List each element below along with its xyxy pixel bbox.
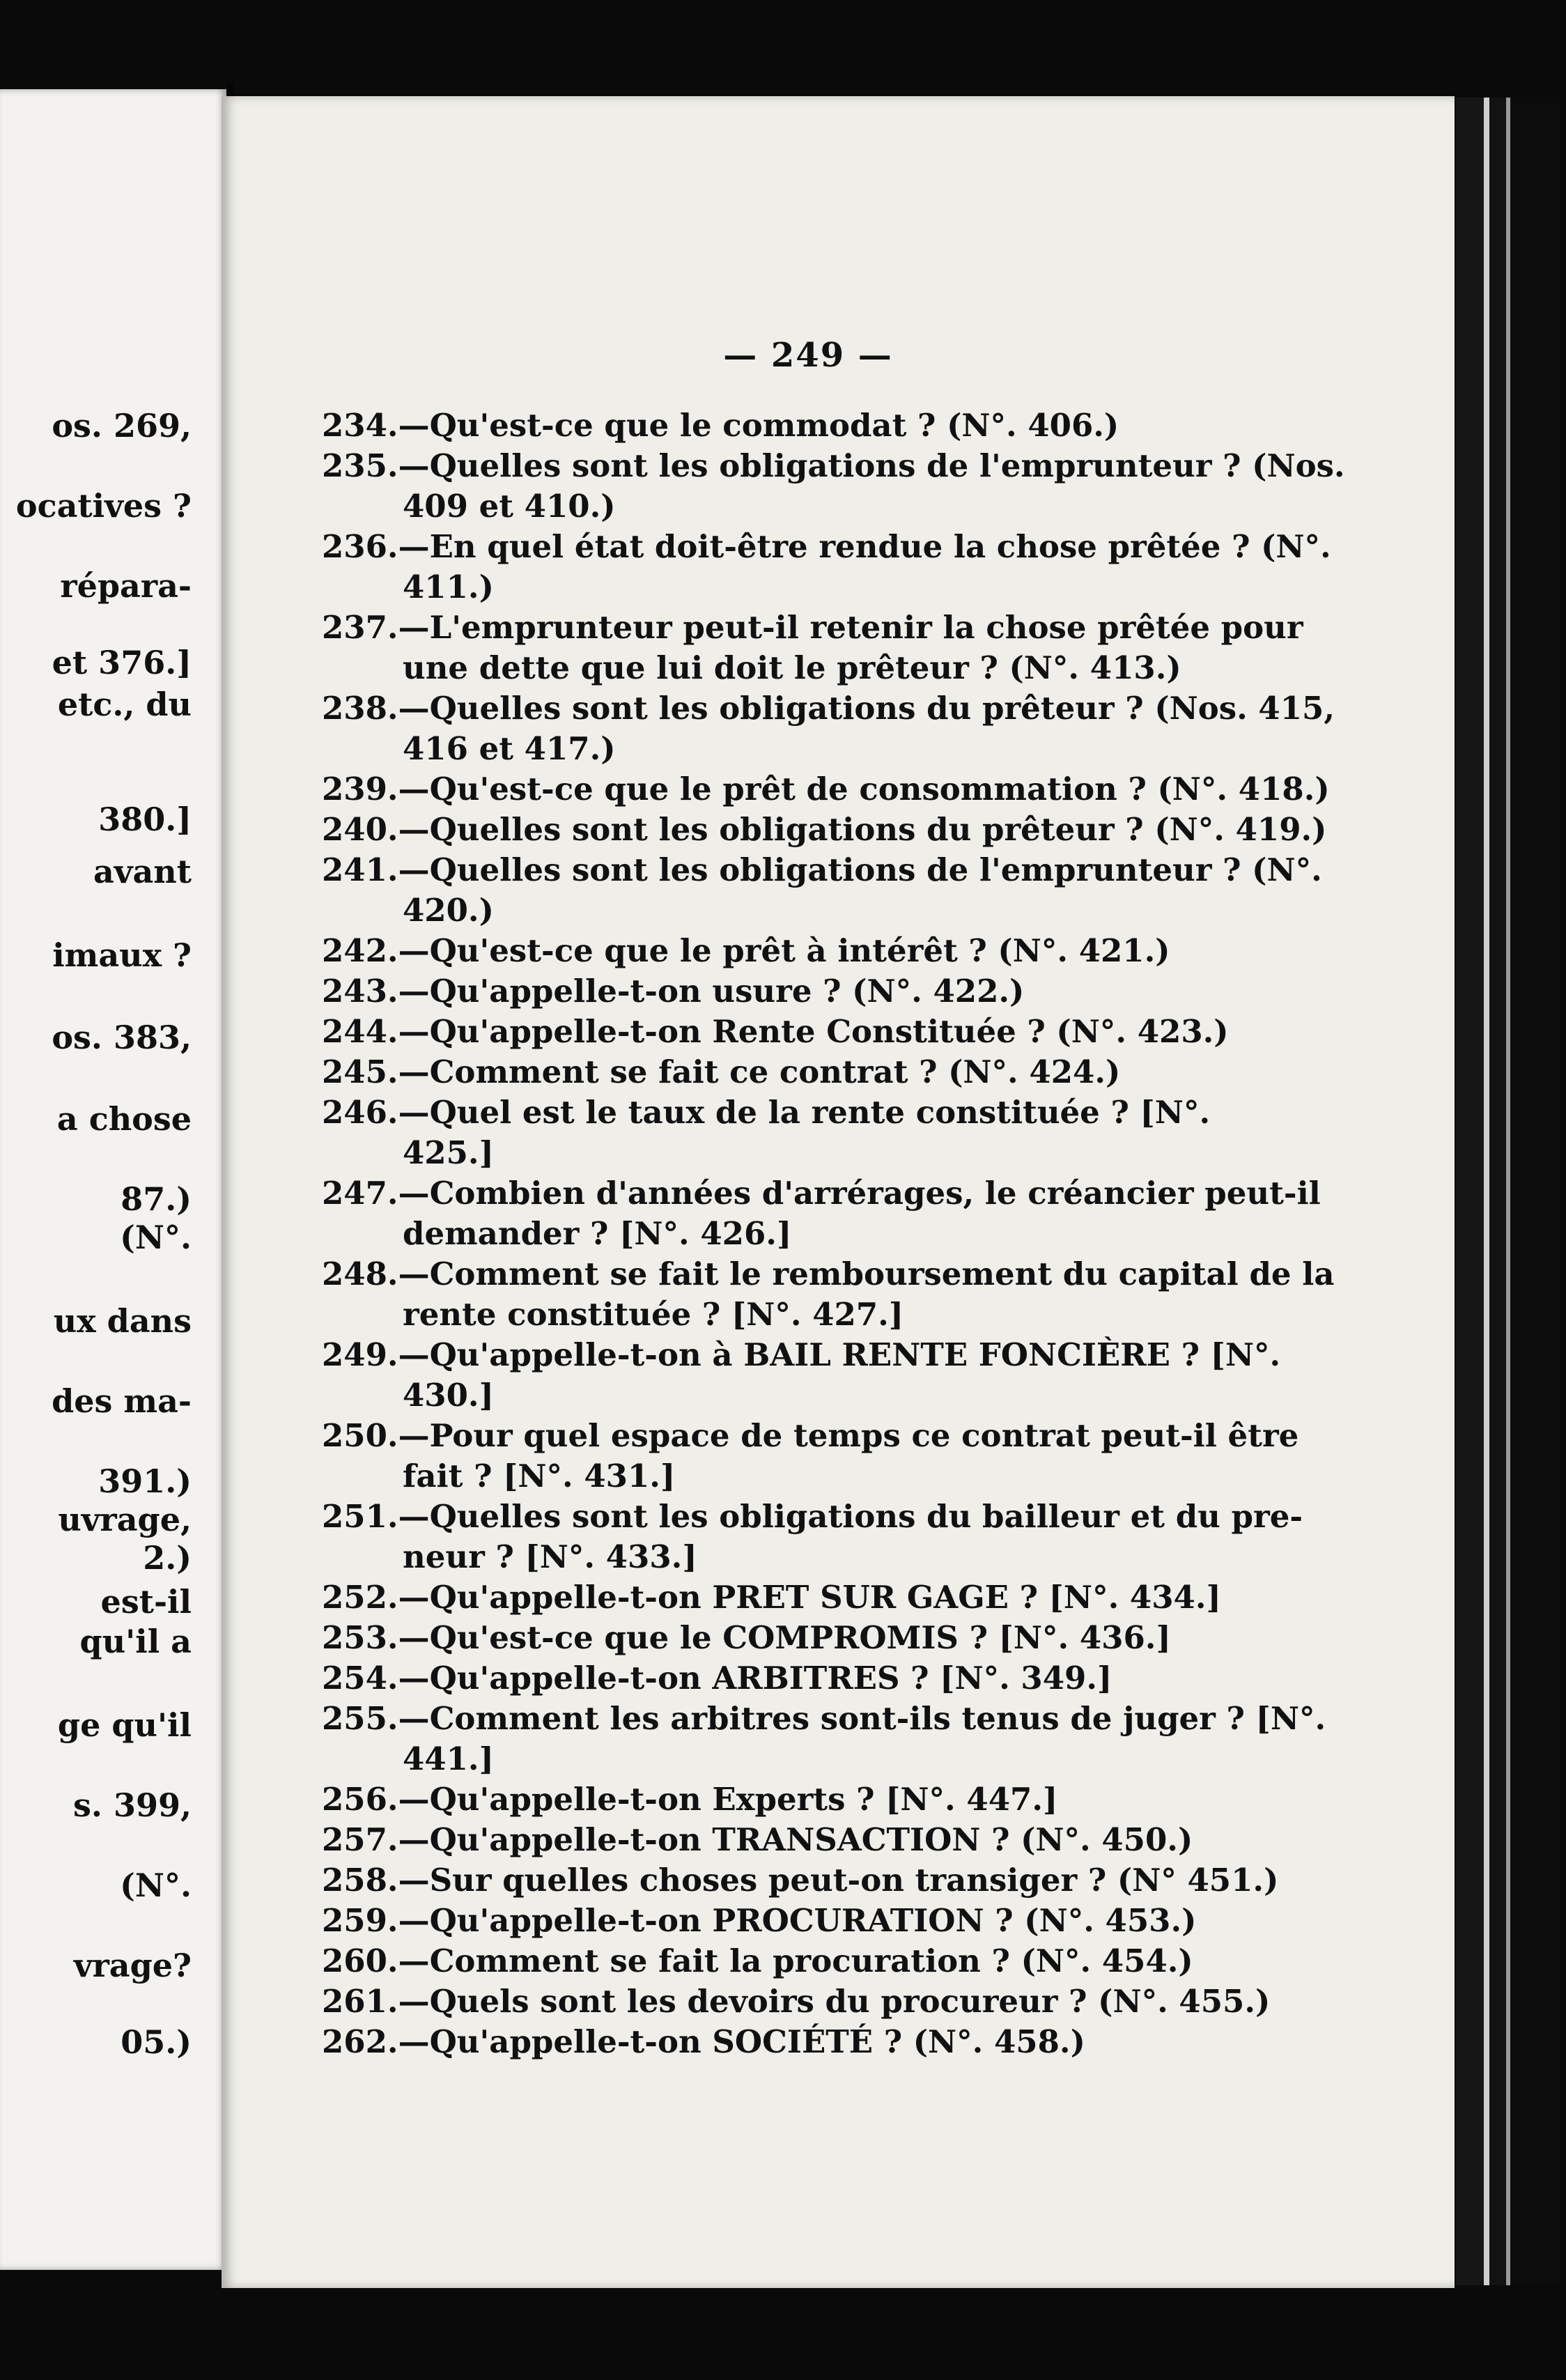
question-number: 237.: [322, 609, 398, 646]
question-text: —Quelles sont les obligations du prêteur ? (Nos. 415,: [398, 690, 1335, 727]
question-text: —Quelles sont les obligations de l'emprunteur ? (N°.: [398, 851, 1322, 888]
question-entry: [322, 1700, 1326, 1737]
left-line: 380.]: [98, 801, 192, 838]
question-number: 247.: [322, 1175, 398, 1212]
question-entry: [322, 690, 1335, 727]
question-continuation: 441.]: [403, 1740, 494, 1777]
question-continuation: 430.]: [403, 1377, 494, 1414]
left-line: uvrage,: [58, 1501, 192, 1538]
question-text: —Combien d'années d'arrérages, le créancier peut-il: [398, 1175, 1321, 1212]
question-entry: [322, 1821, 1325, 1858]
question-text: —Quelles sont les obligations du prêteur ? (N°. 419.): [398, 811, 1327, 848]
page-edge: [1484, 98, 1489, 2285]
left-line: (N°.: [120, 1867, 192, 1904]
question-continuation: 416 et 417.): [403, 730, 616, 767]
question-text: —Qu'appelle-t-on Experts ? [N°. 447.]: [398, 1781, 1058, 1818]
question-text: —Qu'est-ce que le prêt à intérêt ? (N°. 421.): [398, 932, 1170, 969]
question-number: 260.: [322, 1942, 398, 1979]
question-number: 249.: [322, 1336, 398, 1373]
question-continuation: rente constituée ? [N°. 427.]: [403, 1296, 904, 1333]
question-entry: [322, 771, 1330, 808]
question-entry: [322, 407, 1325, 444]
left-page: [0, 89, 226, 2270]
question-number: 246.: [322, 1094, 398, 1131]
question-entry: [322, 2023, 1325, 2060]
page-edge: [1456, 98, 1484, 2285]
question-entry: [322, 447, 1345, 484]
question-entry: [322, 1660, 1325, 1697]
left-line: 391.): [98, 1462, 192, 1500]
question-entry: [322, 1498, 1325, 1535]
question-text: —Comment se fait ce contrat ? (N°. 424.): [398, 1053, 1121, 1090]
question-entry: [322, 973, 1325, 1010]
question-entry: [322, 1053, 1325, 1090]
question-text: —Qu'est-ce que le commodat ? (N°. 406.): [398, 407, 1119, 444]
question-number: 258.: [322, 1862, 398, 1899]
question-entry: [322, 528, 1331, 565]
question-number: 242.: [322, 932, 398, 969]
page-edge: [1489, 98, 1506, 2285]
question-number: 235.: [322, 447, 398, 484]
question-text: —Qu'est-ce que le COMPROMIS ? [N°. 436.]: [398, 1619, 1171, 1656]
left-line: 87.): [121, 1180, 192, 1218]
question-number: 239.: [322, 771, 398, 808]
question-entry: [322, 1781, 1325, 1818]
left-line: avant: [93, 853, 192, 890]
question-text: —Quelles sont les obligations de l'emprunteur ? (Nos.: [398, 447, 1345, 484]
question-text: —Qu'appelle-t-on à BAIL RENTE FONCIÈRE ? [N°.: [398, 1336, 1281, 1373]
question-number: 236.: [322, 528, 398, 565]
question-entry: [322, 1417, 1325, 1454]
question-entry: [322, 1255, 1335, 1292]
question-number: 245.: [322, 1053, 398, 1090]
question-entry: [322, 1094, 1325, 1131]
question-text: —En quel état doit-être rendue la chose prêtée ? (N°.: [398, 528, 1331, 565]
question-entry: [322, 1175, 1325, 1212]
left-line: est-il: [100, 1583, 192, 1621]
question-number: 234.: [322, 407, 398, 444]
left-line: os. 383,: [52, 1019, 192, 1056]
question-entry: [322, 811, 1327, 848]
question-number: 259.: [322, 1902, 398, 1939]
left-line: os. 269,: [52, 407, 192, 445]
question-text: —Qu'appelle-t-on Rente Constituée ? (N°. 423.): [398, 1013, 1229, 1050]
question-number: 254.: [322, 1660, 398, 1697]
question-entry: [322, 1013, 1325, 1050]
left-line: ge qu'il: [57, 1706, 192, 1744]
question-text: —Pour quel espace de temps ce contrat peut-il être: [398, 1417, 1299, 1454]
question-text: —Qu'est-ce que le prêt de consommation ? (N°. 418.): [398, 771, 1330, 808]
question-number: 252.: [322, 1579, 398, 1616]
question-entry: [322, 932, 1325, 969]
question-number: 241.: [322, 851, 398, 888]
question-number: 250.: [322, 1417, 398, 1454]
page-number: — 249 —: [723, 336, 893, 375]
question-number: 238.: [322, 690, 398, 727]
question-text: —Comment les arbitres sont-ils tenus de juger ? [N°.: [398, 1700, 1326, 1737]
question-text: —Qu'appelle-t-on PROCURATION ? (N°. 453.): [398, 1902, 1197, 1939]
question-number: 253.: [322, 1619, 398, 1656]
left-line: (N°.: [120, 1219, 192, 1256]
question-text: —Quel est le taux de la rente constituée ? [N°.: [398, 1094, 1211, 1131]
question-text: —L'emprunteur peut-il retenir la chose prêtée pour: [398, 609, 1303, 646]
left-line: s. 399,: [73, 1786, 192, 1824]
question-text: —Qu'appelle-t-on usure ? (N°. 422.): [398, 973, 1025, 1010]
question-text: —Qu'appelle-t-on SOCIÉTÉ ? (N°. 458.): [398, 2023, 1085, 2060]
question-text: —Qu'appelle-t-on ARBITRES ? [N°. 349.]: [398, 1660, 1113, 1697]
question-continuation: une dette que lui doit le prêteur ? (N°. 413.): [403, 649, 1181, 686]
page-edge: [1510, 98, 1559, 2285]
question-text: —Qu'appelle-t-on PRET SUR GAGE ? [N°. 434.]: [398, 1579, 1221, 1616]
question-number: 240.: [322, 811, 398, 848]
question-entry: [322, 1619, 1325, 1656]
question-entry: [322, 1942, 1325, 1979]
left-line: ux dans: [53, 1302, 192, 1340]
left-line: 2.): [143, 1539, 192, 1577]
question-continuation: fait ? [N°. 431.]: [403, 1458, 676, 1494]
question-text: —Sur quelles choses peut-on transiger ? (N° 451.): [398, 1862, 1279, 1899]
question-number: 244.: [322, 1013, 398, 1050]
question-entry: [322, 851, 1325, 888]
question-number: 261.: [322, 1983, 398, 2020]
question-text: —Comment se fait la procuration ? (N°. 454.): [398, 1942, 1193, 1979]
question-number: 256.: [322, 1781, 398, 1818]
question-entry: [322, 1579, 1325, 1616]
question-continuation: neur ? [N°. 433.]: [403, 1538, 697, 1575]
question-continuation: 409 et 410.): [403, 488, 616, 525]
question-number: 255.: [322, 1700, 398, 1737]
question-number: 257.: [322, 1821, 398, 1858]
question-entry: [322, 1983, 1325, 2020]
question-continuation: demander ? [N°. 426.]: [403, 1215, 792, 1252]
left-line: a chose: [56, 1100, 192, 1138]
question-number: 248.: [322, 1255, 398, 1292]
question-entry: [322, 609, 1325, 646]
left-line: vrage?: [73, 1947, 192, 1984]
left-line: 05.): [121, 2023, 192, 2061]
question-text: —Qu'appelle-t-on TRANSACTION ? (N°. 450.): [398, 1821, 1193, 1858]
question-text: —Quels sont les devoirs du procureur ? (N°. 455.): [398, 1983, 1271, 2020]
question-entry: [322, 1862, 1325, 1899]
question-number: 251.: [322, 1498, 398, 1535]
question-text: —Comment se fait le remboursement du capital de la: [398, 1255, 1335, 1292]
left-line: réparа-: [60, 567, 192, 605]
question-text: —Quelles sont les obligations du bailleur et du pre-: [398, 1498, 1303, 1535]
question-continuation: 411.): [403, 569, 494, 605]
question-continuation: 420.): [403, 892, 494, 929]
left-line: des ma-: [52, 1382, 192, 1420]
left-line: et 376.]: [52, 644, 192, 681]
question-number: 262.: [322, 2023, 398, 2060]
question-number: 243.: [322, 973, 398, 1010]
left-line: etc., du: [57, 686, 192, 723]
question-entry: [322, 1336, 1325, 1373]
question-continuation: 425.]: [403, 1134, 494, 1171]
question-entry: [322, 1902, 1325, 1939]
left-line: qu'il a: [79, 1623, 192, 1660]
left-line: imaux ?: [52, 936, 192, 974]
left-line: ocatives ?: [15, 487, 192, 525]
